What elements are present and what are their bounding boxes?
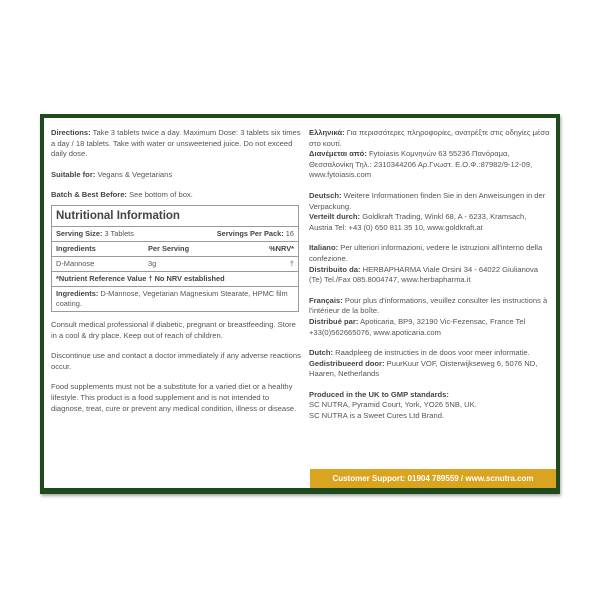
dutch-distributor [309, 359, 551, 380]
suitable-label: Suitable for: [51, 169, 96, 179]
customer-support-bar: Customer Support: 01904 789559 / www.scnutra.com [310, 469, 556, 488]
suitable-section [51, 170, 301, 181]
french-section [309, 296, 551, 317]
dutch-dist-label: Gedistribueerd door: [309, 358, 385, 368]
servings-per-pack-label: Servings Per Pack: [216, 228, 284, 238]
serving-size-label: Serving Size: [56, 228, 103, 238]
row-amount: 3g [148, 258, 157, 268]
batch-label: Batch & Best Before: [51, 190, 127, 200]
servings-per-pack [217, 229, 294, 239]
greek-dist-text: Fytoiasis Κομνηνών 63 55236 Πανόραμα, Θεσσαλονίκη Τηλ.: 2310344206 Αρ.Γνωστ. Ε.Ο.Φ.:87982/9-12-09, www.fytoiasis.com [309, 149, 533, 180]
serving-row [52, 227, 298, 242]
header-nrv: %NRV* [269, 243, 294, 253]
german-dist-label: Verteilt durch: [309, 212, 361, 222]
batch-section [51, 190, 301, 201]
produced-line-2: SC NUTRA is a Sweet Cures Ltd Brand. [309, 411, 445, 421]
greek-dist-label: Διανέμεται από: [309, 149, 367, 159]
batch-text: See bottom of box. [129, 190, 193, 200]
food-supplement-text: Food supplements must not be a substitute for a varied diet or a healthy lifestyle. This product is a food supplement and is not intended to diagnose, treat, cure or prevent any medical condition, illness or disease. [51, 382, 297, 413]
label-panel [44, 118, 556, 488]
greek-label: Ελληνικά: [309, 128, 345, 137]
header-per-serving: Per Serving [148, 243, 190, 253]
french-label: Français: [309, 295, 343, 305]
greek-section [309, 128, 551, 149]
ingredients-row [52, 287, 298, 311]
consult-text: Consult medical professional if diabetic, pregnant or breastfeeding. Store in a cool & dry place. Keep out of reach of children. [51, 319, 296, 340]
directions-text: Take 3 tablets twice a day. Maximum Dose: 3 tablets six times a day / 18 tablets. Take with water or unsweetened juice. Do not exceed daily dose. [51, 128, 301, 159]
german-label: Deutsch: [309, 190, 342, 200]
nutrition-title: Nutritional Information [52, 206, 298, 227]
italian-dist-label: Distribuito da: [309, 264, 361, 274]
french-distributor [309, 317, 551, 338]
french-dist-label: Distribué par: [309, 316, 359, 326]
italian-dist-text: HERBAPHARMA Viale Orsini 34 - 64022 Giulianova (Te) Tel./Fax 085.8004747, www.herbapharma.it [309, 264, 539, 285]
french-text: Pour plus d'informations, veuillez consulter les instructions à l'intérieur de la boîte. [309, 295, 548, 316]
row-nrv: † [289, 258, 294, 268]
italian-section [309, 243, 551, 264]
header-ingredients: Ingredients [56, 243, 96, 253]
german-text: Weitere Informationen finden Sie in den Anweisungen in der Verpackung. [309, 190, 546, 211]
ingredients-text: D-Mannose, Vegetarian Magnesium Stearate, HPMC film coating. [56, 288, 288, 308]
italian-label: Italiano: [309, 243, 339, 253]
discontinue-text: Discontinue use and contact a doctor immediately if any adverse reactions occur. [51, 351, 301, 371]
german-section [309, 191, 551, 212]
italian-text: Per ulteriori informazioni, vedere le istruzioni all'interno della confezione. [309, 243, 543, 263]
nutrition-table [51, 205, 299, 312]
package-back-panel [40, 114, 560, 494]
greek-distributor [309, 149, 551, 181]
italian-distributor [309, 265, 551, 286]
greek-text: Για περισσότερες πληροφορίες, ανατρέξτε στις οδηγίες μέσα στο κουτί. [309, 128, 550, 148]
directions-label: Directions: [51, 128, 91, 137]
nrv-note: *Nutrient Reference Value † No NRV established [52, 272, 298, 287]
servings-per-pack-value: 16 [285, 228, 294, 238]
table-row [52, 257, 298, 272]
dutch-text: Raadpleeg de instructies in de doos voor meer informatie. [335, 348, 530, 358]
dutch-label: Dutch: [309, 348, 334, 358]
dutch-section [309, 348, 551, 359]
french-dist-text: Apoticaria, BP9, 32190 Vic-Fezensac, France Tel +33(0)562665076, www.apoticaria.com [309, 316, 526, 337]
left-column [51, 128, 301, 414]
produced-line-1: SC NUTRA, Pyramid Court, York, YO26 5NB, UK. [309, 400, 477, 410]
ingredients-label: Ingredients: [56, 288, 99, 298]
dutch-dist-text: PuurKuur VOF, Oisterwijkseweg 6, 5076 ND, Haaren, Netherlands [309, 358, 538, 379]
german-distributor [309, 212, 551, 233]
serving-size [56, 229, 134, 239]
right-column [309, 128, 551, 422]
table-header-row [52, 242, 298, 257]
german-dist-text: Goldkraft Trading, Winkl 68, A - 6233, Kramsach, Austria Tel: +43 (0) 650 811 35 10, www.goldkraft.at [309, 212, 527, 232]
directions-section [51, 128, 301, 160]
row-ingredient-name: D-Mannose [56, 258, 95, 268]
serving-size-value: 3 Tablets [104, 228, 134, 238]
produced-label: Produced in the UK to GMP standards: [309, 389, 449, 399]
suitable-text: Vegans & Vegetarians [97, 169, 173, 179]
